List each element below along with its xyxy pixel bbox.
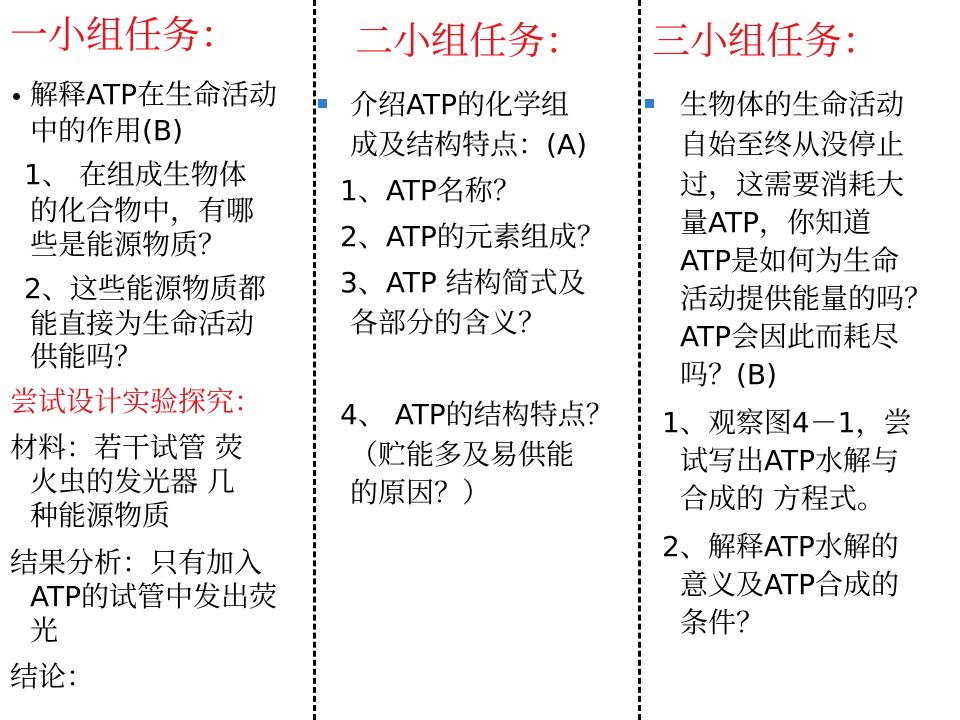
c1-line-13: ATP的试管中发出荧 <box>30 580 277 613</box>
c1-line-8: 尝试设计实验探究： <box>10 385 263 418</box>
c2-line-6: 4、 ATP的结构特点？ <box>340 398 614 431</box>
group1-title: 一小组任务： <box>10 13 239 57</box>
c1-line-3: 的化合物中，有哪 <box>30 194 255 227</box>
c1-line-7: 供能吗？ <box>30 340 143 373</box>
group2-title: 二小组任务： <box>355 19 584 63</box>
c3-line-0: 生物体的生命活动 <box>680 88 905 121</box>
c3-line-12: 意义及ATP合成的 <box>680 568 899 601</box>
c2-line-7: （贮能多及易供能 <box>350 438 575 471</box>
c3-line-5: 活动提供能量的吗？ <box>680 282 933 315</box>
c1-line-6: 能直接为生命活动 <box>30 307 255 340</box>
divider-right <box>638 0 641 720</box>
c3-line-8: 1、观察图4－1，尝 <box>662 406 912 439</box>
c1-line-10: 火虫的发光器 几 <box>30 465 235 498</box>
c1-line-12: 结果分析：只有加入 <box>10 546 263 579</box>
bullet-square <box>645 99 654 108</box>
c1-line-1: 中的作用(B) <box>30 114 184 147</box>
c1-line-0: 解释ATP在生命活动 <box>30 78 277 111</box>
c3-line-1: 自始至终从没停止 <box>680 128 905 161</box>
c2-line-1: 成及结构特点：(A) <box>350 128 588 161</box>
c2-line-5: 各部分的含义？ <box>350 306 547 339</box>
c1-line-2: 1、 在组成生物体 <box>24 158 247 191</box>
c3-line-2: 过，这需要消耗大 <box>680 168 905 201</box>
group3-title: 三小组任务： <box>652 19 881 63</box>
c1-line-5: 2、这些能源物质都 <box>24 272 266 305</box>
c2-line-0: 介绍ATP的化学组 <box>350 88 569 121</box>
c1-line-11: 种能源物质 <box>30 499 171 532</box>
c2-line-2: 1、ATP名称？ <box>340 174 521 207</box>
bullet-dot <box>13 93 20 100</box>
bullet-square <box>318 99 327 108</box>
c3-line-7: 吗？(B) <box>680 358 778 391</box>
c3-line-3: 量ATP，你知道 <box>680 206 871 239</box>
c1-line-4: 些是能源物质？ <box>30 228 227 261</box>
divider-left <box>313 0 316 720</box>
c3-line-13: 条件？ <box>680 606 765 639</box>
c3-line-6: ATP会因此而耗尽 <box>680 320 899 353</box>
c3-line-11: 2、解释ATP水解的 <box>662 530 899 563</box>
c3-line-10: 合成的 方程式。 <box>680 482 885 515</box>
c2-line-8: 的原因？） <box>350 476 491 509</box>
c1-line-9: 材料：若干试管 荧 <box>10 431 243 464</box>
c2-line-3: 2、ATP的元素组成？ <box>340 220 605 253</box>
c3-line-4: ATP是如何为生命 <box>680 244 899 277</box>
c3-line-9: 试写出ATP水解与 <box>680 444 899 477</box>
c2-line-4: 3、ATP 结构简式及 <box>340 266 586 299</box>
c1-line-15: 结论： <box>10 660 95 693</box>
c1-line-14: 光 <box>30 614 59 647</box>
